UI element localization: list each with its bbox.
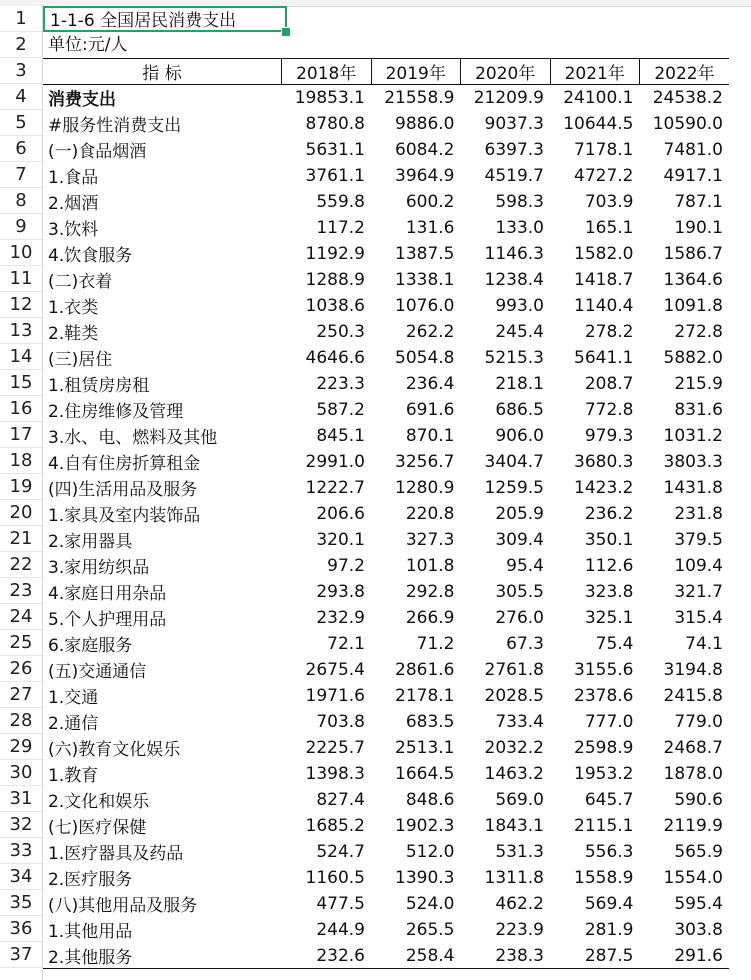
value-cell[interactable]: 190.1 bbox=[640, 215, 730, 241]
table-row bbox=[43, 579, 729, 605]
table-row bbox=[43, 735, 729, 761]
row-number[interactable]: 11 bbox=[0, 266, 42, 292]
value-cell[interactable]: 2861.6 bbox=[371, 657, 461, 683]
value-cell[interactable]: 993.0 bbox=[461, 293, 551, 319]
value-cell[interactable]: 1288.9 bbox=[282, 267, 372, 293]
value-cell[interactable]: 2761.8 bbox=[461, 657, 551, 683]
header-year-cell[interactable]: 2019年 bbox=[371, 59, 461, 85]
table-row bbox=[43, 943, 729, 969]
value-cell[interactable]: 600.2 bbox=[371, 189, 461, 215]
value-cell[interactable]: 72.1 bbox=[282, 631, 372, 657]
value-cell[interactable]: 327.3 bbox=[371, 527, 461, 553]
row-number[interactable]: 2 bbox=[0, 32, 42, 58]
row-label-cell[interactable]: 5.个人护理用品 bbox=[43, 605, 282, 631]
value-cell[interactable]: 21209.9 bbox=[461, 85, 551, 111]
row-number[interactable]: 33 bbox=[0, 838, 42, 864]
value-cell[interactable]: 293.8 bbox=[282, 579, 372, 605]
table-row bbox=[43, 683, 729, 709]
row-label-cell[interactable]: 2.其他服务 bbox=[43, 943, 282, 969]
value-cell[interactable]: 1902.3 bbox=[371, 813, 461, 839]
header-year-cell[interactable]: 2020年 bbox=[461, 59, 551, 85]
value-cell[interactable]: 220.8 bbox=[371, 501, 461, 527]
value-cell[interactable]: 1554.0 bbox=[640, 865, 730, 891]
value-cell[interactable]: 97.2 bbox=[282, 553, 372, 579]
table-row bbox=[43, 85, 729, 111]
value-cell[interactable]: 1238.4 bbox=[461, 267, 551, 293]
row-label-cell[interactable]: 2.住房维修及管理 bbox=[43, 397, 282, 423]
row-number[interactable]: 25 bbox=[0, 630, 42, 656]
value-cell[interactable]: 244.9 bbox=[282, 917, 372, 943]
row-number[interactable]: 15 bbox=[0, 370, 42, 396]
value-cell[interactable]: 524.7 bbox=[282, 839, 372, 865]
row-number[interactable]: 34 bbox=[0, 864, 42, 890]
value-cell[interactable]: 2032.2 bbox=[461, 735, 551, 761]
selected-title-cell[interactable]: 1-1-6 全国居民消费支出 bbox=[43, 6, 287, 32]
row-label-cell[interactable]: 2.家用器具 bbox=[43, 527, 282, 553]
value-cell[interactable]: 1971.6 bbox=[282, 683, 372, 709]
value-cell[interactable]: 870.1 bbox=[371, 423, 461, 449]
table-row bbox=[43, 215, 729, 241]
row-label-cell[interactable]: (八)其他用品及服务 bbox=[43, 891, 282, 917]
value-cell[interactable]: 1390.3 bbox=[371, 865, 461, 891]
row-label-cell[interactable]: 3.水、电、燃料及其他 bbox=[43, 423, 282, 449]
value-cell[interactable]: 777.0 bbox=[550, 709, 640, 735]
value-cell[interactable]: 309.4 bbox=[461, 527, 551, 553]
row-label-cell[interactable]: 消费支出 bbox=[43, 85, 282, 111]
value-cell[interactable]: 67.3 bbox=[461, 631, 551, 657]
value-cell[interactable]: 1586.7 bbox=[640, 241, 730, 267]
value-cell[interactable]: 2028.5 bbox=[461, 683, 551, 709]
table-row bbox=[43, 709, 729, 735]
unit-cell[interactable]: 单位:元/人 bbox=[48, 35, 128, 55]
table-row bbox=[43, 137, 729, 163]
value-cell[interactable]: 215.9 bbox=[640, 371, 730, 397]
value-cell[interactable]: 208.7 bbox=[550, 371, 640, 397]
value-cell[interactable]: 303.8 bbox=[640, 917, 730, 943]
value-cell[interactable]: 3761.1 bbox=[282, 163, 372, 189]
table-row bbox=[43, 475, 729, 501]
value-cell[interactable]: 5054.8 bbox=[371, 345, 461, 371]
row-number[interactable]: 28 bbox=[0, 708, 42, 734]
row-label-cell[interactable]: 2.通信 bbox=[43, 709, 282, 735]
table-row bbox=[43, 605, 729, 631]
value-cell[interactable]: 321.7 bbox=[640, 579, 730, 605]
table-row bbox=[43, 553, 729, 579]
row-label-cell[interactable]: (四)生活用品及服务 bbox=[43, 475, 282, 501]
value-cell[interactable]: 223.9 bbox=[461, 917, 551, 943]
value-cell[interactable]: 1463.2 bbox=[461, 761, 551, 787]
value-cell[interactable]: 5631.1 bbox=[282, 137, 372, 163]
header-year-cell[interactable]: 2022年 bbox=[640, 59, 730, 85]
table-row bbox=[43, 111, 729, 137]
value-cell[interactable]: 779.0 bbox=[640, 709, 730, 735]
value-cell[interactable]: 848.6 bbox=[371, 787, 461, 813]
row-label-cell[interactable]: 2.医疗服务 bbox=[43, 865, 282, 891]
value-cell[interactable]: 512.0 bbox=[371, 839, 461, 865]
table-row bbox=[43, 267, 729, 293]
row-number[interactable]: 31 bbox=[0, 786, 42, 812]
value-cell[interactable]: 3803.3 bbox=[640, 449, 730, 475]
value-cell[interactable]: 231.8 bbox=[640, 501, 730, 527]
value-cell[interactable]: 19853.1 bbox=[282, 85, 372, 111]
value-cell[interactable]: 4727.2 bbox=[550, 163, 640, 189]
value-cell[interactable]: 291.6 bbox=[640, 943, 730, 969]
table-row bbox=[43, 189, 729, 215]
table-row bbox=[43, 397, 729, 423]
value-cell[interactable]: 75.4 bbox=[550, 631, 640, 657]
table-row bbox=[43, 319, 729, 345]
row-number[interactable]: 22 bbox=[0, 552, 42, 578]
value-cell[interactable]: 2225.7 bbox=[282, 735, 372, 761]
value-cell[interactable]: 379.5 bbox=[640, 527, 730, 553]
value-cell[interactable]: 206.6 bbox=[282, 501, 372, 527]
value-cell[interactable]: 1160.5 bbox=[282, 865, 372, 891]
table-row bbox=[43, 163, 729, 189]
row-label-cell[interactable]: 3.家用纺织品 bbox=[43, 553, 282, 579]
row-number[interactable]: 1 bbox=[0, 6, 42, 32]
value-cell[interactable]: 250.3 bbox=[282, 319, 372, 345]
value-cell[interactable]: 131.6 bbox=[371, 215, 461, 241]
value-cell[interactable]: 703.9 bbox=[550, 189, 640, 215]
table-row bbox=[43, 865, 729, 891]
table-row bbox=[43, 371, 729, 397]
value-cell[interactable]: 350.1 bbox=[550, 527, 640, 553]
value-cell[interactable]: 112.6 bbox=[550, 553, 640, 579]
value-cell[interactable]: 569.0 bbox=[461, 787, 551, 813]
table-row bbox=[43, 657, 729, 683]
value-cell[interactable]: 9037.3 bbox=[461, 111, 551, 137]
value-cell[interactable]: 1076.0 bbox=[371, 293, 461, 319]
row-number[interactable]: 24 bbox=[0, 604, 42, 630]
value-cell[interactable]: 236.4 bbox=[371, 371, 461, 397]
value-cell[interactable]: 10590.0 bbox=[640, 111, 730, 137]
header-year-cell[interactable]: 2021年 bbox=[550, 59, 640, 85]
row-label-cell[interactable]: 2.鞋类 bbox=[43, 319, 282, 345]
row-label-cell[interactable]: (七)医疗保健 bbox=[43, 813, 282, 839]
value-cell[interactable]: 831.6 bbox=[640, 397, 730, 423]
row-label-cell[interactable]: 1.其他用品 bbox=[43, 917, 282, 943]
row-number[interactable]: 8 bbox=[0, 188, 42, 214]
row-number[interactable]: 19 bbox=[0, 474, 42, 500]
value-cell[interactable]: 524.0 bbox=[371, 891, 461, 917]
value-cell[interactable]: 645.7 bbox=[550, 787, 640, 813]
row-number[interactable]: 37 bbox=[0, 942, 42, 968]
row-label-cell[interactable]: (五)交通通信 bbox=[43, 657, 282, 683]
row-number[interactable]: 30 bbox=[0, 760, 42, 786]
table-row bbox=[43, 813, 729, 839]
value-cell[interactable]: 1398.3 bbox=[282, 761, 372, 787]
value-cell[interactable]: 4646.6 bbox=[282, 345, 372, 371]
value-cell[interactable]: 477.5 bbox=[282, 891, 372, 917]
value-cell[interactable]: 21558.9 bbox=[371, 85, 461, 111]
value-cell[interactable]: 5215.3 bbox=[461, 345, 551, 371]
row-number[interactable]: 20 bbox=[0, 500, 42, 526]
value-cell[interactable]: 4519.7 bbox=[461, 163, 551, 189]
row-number[interactable]: 12 bbox=[0, 292, 42, 318]
value-cell[interactable]: 109.4 bbox=[640, 553, 730, 579]
value-cell[interactable]: 205.9 bbox=[461, 501, 551, 527]
value-cell[interactable]: 2378.6 bbox=[550, 683, 640, 709]
row-label-cell[interactable]: #服务性消费支出 bbox=[43, 111, 282, 137]
value-cell[interactable]: 1664.5 bbox=[371, 761, 461, 787]
row-label-cell[interactable]: 1.租赁房房租 bbox=[43, 371, 282, 397]
value-cell[interactable]: 2675.4 bbox=[282, 657, 372, 683]
value-cell[interactable]: 276.0 bbox=[461, 605, 551, 631]
consumption-table bbox=[43, 58, 729, 969]
value-cell[interactable]: 1311.8 bbox=[461, 865, 551, 891]
table-row bbox=[43, 345, 729, 371]
value-cell[interactable]: 258.4 bbox=[371, 943, 461, 969]
row-number[interactable]: 35 bbox=[0, 890, 42, 916]
value-cell[interactable]: 95.4 bbox=[461, 553, 551, 579]
value-cell[interactable]: 827.4 bbox=[282, 787, 372, 813]
value-cell[interactable]: 906.0 bbox=[461, 423, 551, 449]
value-cell[interactable]: 287.5 bbox=[550, 943, 640, 969]
value-cell[interactable]: 3194.8 bbox=[640, 657, 730, 683]
value-cell[interactable]: 1953.2 bbox=[550, 761, 640, 787]
value-cell[interactable]: 325.1 bbox=[550, 605, 640, 631]
value-cell[interactable]: 1418.7 bbox=[550, 267, 640, 293]
value-cell[interactable]: 218.1 bbox=[461, 371, 551, 397]
value-cell[interactable]: 1146.3 bbox=[461, 241, 551, 267]
value-cell[interactable]: 3404.7 bbox=[461, 449, 551, 475]
value-cell[interactable]: 1031.2 bbox=[640, 423, 730, 449]
value-cell[interactable]: 559.8 bbox=[282, 189, 372, 215]
value-cell[interactable]: 272.8 bbox=[640, 319, 730, 345]
value-cell[interactable]: 7178.1 bbox=[550, 137, 640, 163]
value-cell[interactable]: 266.9 bbox=[371, 605, 461, 631]
value-cell[interactable]: 1387.5 bbox=[371, 241, 461, 267]
value-cell[interactable]: 2468.7 bbox=[640, 735, 730, 761]
value-cell[interactable]: 1364.6 bbox=[640, 267, 730, 293]
value-cell[interactable]: 1222.7 bbox=[282, 475, 372, 501]
value-cell[interactable]: 4917.1 bbox=[640, 163, 730, 189]
value-cell[interactable]: 595.4 bbox=[640, 891, 730, 917]
value-cell[interactable]: 245.4 bbox=[461, 319, 551, 345]
table-row bbox=[43, 527, 729, 553]
table-row bbox=[43, 761, 729, 787]
row-number[interactable]: 18 bbox=[0, 448, 42, 474]
value-cell[interactable]: 590.6 bbox=[640, 787, 730, 813]
value-cell[interactable]: 2513.1 bbox=[371, 735, 461, 761]
value-cell[interactable]: 2598.9 bbox=[550, 735, 640, 761]
row-label-cell[interactable]: 3.饮料 bbox=[43, 215, 282, 241]
value-cell[interactable]: 5882.0 bbox=[640, 345, 730, 371]
value-cell[interactable]: 265.5 bbox=[371, 917, 461, 943]
value-cell[interactable]: 10644.5 bbox=[550, 111, 640, 137]
table-row bbox=[43, 241, 729, 267]
header-year-cell[interactable]: 2018年 bbox=[282, 59, 372, 85]
value-cell[interactable]: 1843.1 bbox=[461, 813, 551, 839]
row-number[interactable]: 27 bbox=[0, 682, 42, 708]
value-cell[interactable]: 305.5 bbox=[461, 579, 551, 605]
row-number[interactable]: 5 bbox=[0, 110, 42, 136]
value-cell[interactable]: 9886.0 bbox=[371, 111, 461, 137]
value-cell[interactable]: 2415.8 bbox=[640, 683, 730, 709]
row-number[interactable]: 9 bbox=[0, 214, 42, 240]
row-number[interactable]: 7 bbox=[0, 162, 42, 188]
value-cell[interactable]: 979.3 bbox=[550, 423, 640, 449]
row-label-cell[interactable]: 1.家具及室内装饰品 bbox=[43, 501, 282, 527]
value-cell[interactable]: 569.4 bbox=[550, 891, 640, 917]
value-cell[interactable]: 236.2 bbox=[550, 501, 640, 527]
row-label-cell[interactable]: 4.家庭日用杂品 bbox=[43, 579, 282, 605]
value-cell[interactable]: 1582.0 bbox=[550, 241, 640, 267]
row-number[interactable]: 10 bbox=[0, 240, 42, 266]
row-number[interactable]: 14 bbox=[0, 344, 42, 370]
row-label-cell[interactable]: 2.烟酒 bbox=[43, 189, 282, 215]
value-cell[interactable]: 1431.8 bbox=[640, 475, 730, 501]
value-cell[interactable]: 320.1 bbox=[282, 527, 372, 553]
row-number[interactable]: 17 bbox=[0, 422, 42, 448]
value-cell[interactable]: 24100.1 bbox=[550, 85, 640, 111]
value-cell[interactable]: 3155.6 bbox=[550, 657, 640, 683]
value-cell[interactable]: 587.2 bbox=[282, 397, 372, 423]
value-cell[interactable]: 565.9 bbox=[640, 839, 730, 865]
value-cell[interactable]: 2115.1 bbox=[550, 813, 640, 839]
row-number[interactable]: 36 bbox=[0, 916, 42, 942]
value-cell[interactable]: 8780.8 bbox=[282, 111, 372, 137]
row-number[interactable]: 3 bbox=[0, 58, 42, 84]
header-label-cell[interactable]: 指 标 bbox=[43, 59, 282, 85]
table-row bbox=[43, 631, 729, 657]
value-cell[interactable]: 691.6 bbox=[371, 397, 461, 423]
value-cell[interactable]: 2119.9 bbox=[640, 813, 730, 839]
value-cell[interactable]: 531.3 bbox=[461, 839, 551, 865]
row-label-cell[interactable]: 1.食品 bbox=[43, 163, 282, 189]
value-cell[interactable]: 165.1 bbox=[550, 215, 640, 241]
value-cell[interactable]: 232.6 bbox=[282, 943, 372, 969]
value-cell[interactable]: 1423.2 bbox=[550, 475, 640, 501]
value-cell[interactable]: 323.8 bbox=[550, 579, 640, 605]
value-cell[interactable]: 262.2 bbox=[371, 319, 461, 345]
table-row bbox=[43, 449, 729, 475]
table-row bbox=[43, 891, 729, 917]
value-cell[interactable]: 1091.8 bbox=[640, 293, 730, 319]
value-cell[interactable]: 772.8 bbox=[550, 397, 640, 423]
value-cell[interactable]: 787.1 bbox=[640, 189, 730, 215]
value-cell[interactable]: 686.5 bbox=[461, 397, 551, 423]
table-row bbox=[43, 423, 729, 449]
value-cell[interactable]: 1558.9 bbox=[550, 865, 640, 891]
value-cell[interactable]: 133.0 bbox=[461, 215, 551, 241]
value-cell[interactable]: 71.2 bbox=[371, 631, 461, 657]
value-cell[interactable]: 223.3 bbox=[282, 371, 372, 397]
row-label-cell[interactable]: 4.饮食服务 bbox=[43, 241, 282, 267]
row-number[interactable]: 4 bbox=[0, 84, 42, 110]
table-row bbox=[43, 501, 729, 527]
value-cell[interactable]: 238.3 bbox=[461, 943, 551, 969]
header-row bbox=[43, 59, 729, 85]
value-cell[interactable]: 1192.9 bbox=[282, 241, 372, 267]
value-cell[interactable]: 315.4 bbox=[640, 605, 730, 631]
row-label-cell[interactable]: (一)食品烟酒 bbox=[43, 137, 282, 163]
row-label-cell[interactable]: (三)居住 bbox=[43, 345, 282, 371]
value-cell[interactable]: 1685.2 bbox=[282, 813, 372, 839]
value-cell[interactable]: 232.9 bbox=[282, 605, 372, 631]
row-label-cell[interactable]: 2.文化和娱乐 bbox=[43, 787, 282, 813]
row-label-cell[interactable]: 1.教育 bbox=[43, 761, 282, 787]
value-cell[interactable]: 3680.3 bbox=[550, 449, 640, 475]
value-cell[interactable]: 6084.2 bbox=[371, 137, 461, 163]
value-cell[interactable]: 462.2 bbox=[461, 891, 551, 917]
value-cell[interactable]: 5641.1 bbox=[550, 345, 640, 371]
value-cell[interactable]: 2178.1 bbox=[371, 683, 461, 709]
table-row bbox=[43, 917, 729, 943]
value-cell[interactable]: 3256.7 bbox=[371, 449, 461, 475]
value-cell[interactable]: 1140.4 bbox=[550, 293, 640, 319]
row-label-cell[interactable]: 1.交通 bbox=[43, 683, 282, 709]
value-cell[interactable]: 117.2 bbox=[282, 215, 372, 241]
value-cell[interactable]: 6397.3 bbox=[461, 137, 551, 163]
value-cell[interactable]: 845.1 bbox=[282, 423, 372, 449]
value-cell[interactable]: 1878.0 bbox=[640, 761, 730, 787]
table-row bbox=[43, 839, 729, 865]
row-number[interactable]: 23 bbox=[0, 578, 42, 604]
value-cell[interactable]: 733.4 bbox=[461, 709, 551, 735]
row-number[interactable]: 13 bbox=[0, 318, 42, 344]
row-label-cell[interactable]: 1.医疗器具及药品 bbox=[43, 839, 282, 865]
row-label-cell[interactable]: 4.自有住房折算租金 bbox=[43, 449, 282, 475]
value-cell[interactable]: 24538.2 bbox=[640, 85, 730, 111]
row-number[interactable]: 21 bbox=[0, 526, 42, 552]
table-row bbox=[43, 293, 729, 319]
row-label-cell[interactable]: 6.家庭服务 bbox=[43, 631, 282, 657]
row-label-cell[interactable]: (六)教育文化娱乐 bbox=[43, 735, 282, 761]
fill-handle[interactable] bbox=[281, 27, 291, 37]
row-number[interactable]: 16 bbox=[0, 396, 42, 422]
cell-grid bbox=[43, 6, 751, 980]
value-cell[interactable]: 3964.9 bbox=[371, 163, 461, 189]
row-header-column bbox=[0, 6, 43, 980]
row-number[interactable]: 32 bbox=[0, 812, 42, 838]
value-cell[interactable]: 1038.6 bbox=[282, 293, 372, 319]
table-row bbox=[43, 787, 729, 813]
value-cell[interactable]: 2991.0 bbox=[282, 449, 372, 475]
value-cell[interactable]: 292.8 bbox=[371, 579, 461, 605]
value-cell[interactable]: 703.8 bbox=[282, 709, 372, 735]
value-cell[interactable]: 556.3 bbox=[550, 839, 640, 865]
value-cell[interactable]: 101.8 bbox=[371, 553, 461, 579]
value-cell[interactable]: 281.9 bbox=[550, 917, 640, 943]
value-cell[interactable]: 278.2 bbox=[550, 319, 640, 345]
value-cell[interactable]: 1280.9 bbox=[371, 475, 461, 501]
value-cell[interactable]: 7481.0 bbox=[640, 137, 730, 163]
row-number[interactable]: 26 bbox=[0, 656, 42, 682]
value-cell[interactable]: 1259.5 bbox=[461, 475, 551, 501]
row-label-cell[interactable]: 1.衣类 bbox=[43, 293, 282, 319]
value-cell[interactable]: 683.5 bbox=[371, 709, 461, 735]
row-number[interactable]: 29 bbox=[0, 734, 42, 760]
value-cell[interactable]: 1338.1 bbox=[371, 267, 461, 293]
value-cell[interactable]: 74.1 bbox=[640, 631, 730, 657]
row-label-cell[interactable]: (二)衣着 bbox=[43, 267, 282, 293]
row-number[interactable]: 6 bbox=[0, 136, 42, 162]
value-cell[interactable]: 598.3 bbox=[461, 189, 551, 215]
